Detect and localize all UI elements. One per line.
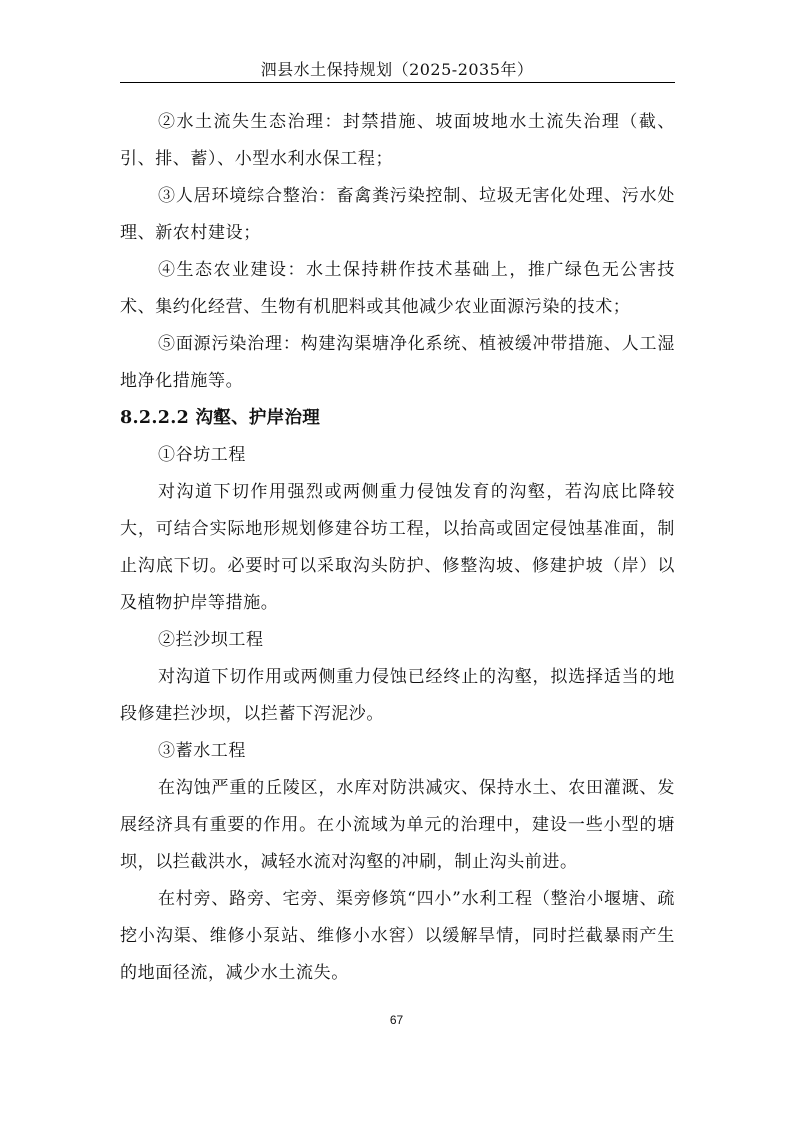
page-body <box>120 104 675 992</box>
header-divider <box>120 82 675 83</box>
page-number: 67 <box>389 1013 404 1027</box>
paragraph-soil-erosion-ecological: ②水土流失生态治理：封禁措施、坡面坡地水土流失治理（截、引、排、蓄）、小型水利水保工程； <box>120 112 675 169</box>
section-heading-gully-bank: 8.2.2.2 沟壑、护岸治理 <box>120 408 321 428</box>
page-header-title: 泗县水土保持规划（2025-2035年） <box>260 60 534 79</box>
paragraph-living-environment: ③人居环境综合整治：畜禽粪污染控制、垃圾无害化处理、污水处理、新农村建设； <box>120 186 675 243</box>
subheading-water-storage: ③蓄水工程 <box>158 741 246 761</box>
paragraph-ecological-agriculture: ④生态农业建设：水土保持耕作技术基础上，推广绿色无公害技术、集约化经营、生物有机肥料或其他减少农业面源污染的技术； <box>120 260 675 317</box>
paragraph-check-dam: 对沟道下切作用强烈或两侧重力侵蚀发育的沟壑，若沟底比降较大，可结合实际地形规划修建谷坊工程，以抬高或固定侵蚀基准面，制止沟底下切。必要时可以采取沟头防护、修整沟坡、修建护坡（岸）以及植物护岸等措施。 <box>120 482 675 613</box>
subheading-sediment-dam: ②拦沙坝工程 <box>158 630 264 650</box>
subheading-check-dam: ①谷坊工程 <box>158 445 246 465</box>
paragraph-nonpoint-pollution: ⑤面源污染治理：构建沟渠塘净化系统、植被缓冲带措施、人工湿地净化措施等。 <box>120 334 675 391</box>
paragraph-sediment-dam: 对沟道下切作用或两侧重力侵蚀已经终止的沟壑，拟选择适当的地段修建拦沙坝，以拦蓄下泻泥沙。 <box>120 667 675 724</box>
paragraph-water-storage: 在沟蚀严重的丘陵区，水库对防洪减灾、保持水土、农田灌溉、发展经济具有重要的作用。在小流域为单元的治理中，建设一些小型的塘坝，以拦截洪水，减轻水流对沟壑的冲刷，制止沟头前进。 <box>120 778 675 872</box>
paragraph-four-small-projects: 在村旁、路旁、宅旁、渠旁修筑“四小”水利工程（整治小堰塘、疏挖小沟渠、维修小泵站、维修小水窖）以缓解旱情，同时拦截暴雨产生的地面径流，减少水土流失。 <box>120 889 675 983</box>
